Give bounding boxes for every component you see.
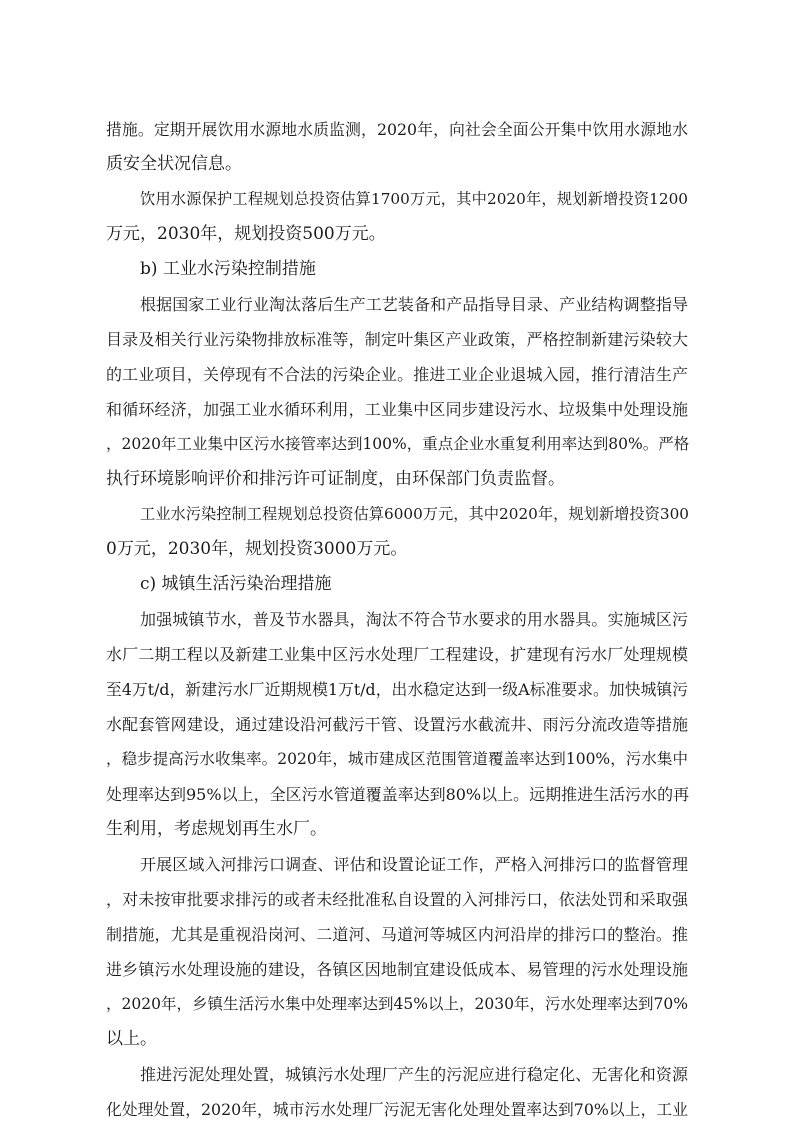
text-line: 化处理处置，2020年，城市污水处理厂污泥无害化处理处置率达到70%以上，工业: [106, 1100, 688, 1119]
section-heading: b) 工业水污染控制措施: [140, 259, 316, 279]
text-line: 根据国家工业行业淘汰落后生产工艺装备和产品指导目录、产业结构调整指导: [140, 295, 688, 314]
text-line: 饮用水源保护工程规划总投资估算1700万元，其中2020年，规划新增投资1200: [140, 190, 688, 208]
text-line: 至4万t/d，新建污水厂近期规模1万t/d，出水稳定达到一级A标准要求。加快城镇污: [106, 680, 688, 699]
text-line: ，对未按审批要求排污的或者未经批准私自设置的入河排污口，依法处罚和采取强: [106, 890, 688, 909]
text-line: 开展区域入河排污口调查、评估和设置论证工作，严格入河排污口的监督管理: [140, 855, 688, 874]
document-body: [106, 112, 688, 1127]
text-line: 执行环境影响评价和排污许可证制度，由环保部门负责监督。: [106, 469, 565, 489]
text-line: ，稳步提高污水收集率。2020年，城市建成区范围管道覆盖率达到100%，污水集中: [106, 750, 688, 768]
text-line: 工业水污染控制工程规划总投资估算6000万元，其中2020年，规划新增投资300: [140, 505, 689, 523]
text-line: 万元，2030年，规划投资500万元。: [106, 224, 386, 244]
text-line: 生利用，考虑规划再生水厂。: [106, 819, 327, 839]
text-line: ，2020年，乡镇生活污水集中处理率达到45%以上，2030年，污水处理率达到70%: [106, 995, 688, 1013]
text-line: 处理率达到95%以上，全区污水管道覆盖率达到80%以上。远期推进生活污水的再: [106, 785, 690, 804]
text-line: 水厂二期工程以及新建工业集中区污水处理厂工程建设，扩建现有污水厂处理规模: [106, 645, 688, 664]
text-line: 制措施，尤其是重视沿岗河、二道河、马道河等城区内河沿岸的排污口的整治。推: [106, 925, 688, 944]
text-line: 和循环经济，加强工业水循环利用，工业集中区同步建设污水、垃圾集中处理设施: [106, 400, 688, 419]
text-line: 目录及相关行业污染物排放标准等，制定叶集区产业政策，严格控制新建污染较大: [106, 330, 688, 349]
text-line: 措施。定期开展饮用水源地水质监测，2020年，向社会全面公开集中饮用水源地水: [106, 120, 688, 139]
text-line: ，2020年工业集中区污水接管率达到100%，重点企业水重复利用率达到80%。严格: [106, 435, 690, 453]
section-heading: c) 城镇生活污染治理措施: [140, 574, 332, 594]
text-line: 加强城镇节水，普及节水器具，淘汰不符合节水要求的用水器具。实施城区污: [140, 610, 688, 629]
text-line: 水配套管网建设，通过建设沿河截污干管、设置污水截流井、雨污分流改造等措施: [106, 715, 688, 734]
text-line: 的工业项目，关停现有不合法的污染企业。推进工业企业退城入园，推行清洁生产: [106, 365, 688, 384]
text-line: 推进污泥处理处置，城镇污水处理厂产生的污泥应进行稳定化、无害化和资源: [140, 1065, 688, 1084]
text-line: 以上。: [106, 1029, 157, 1049]
text-line: 进乡镇污水处理设施的建设，各镇区因地制宜建设低成本、易管理的污水处理设施: [106, 960, 688, 979]
text-line: 0万元，2030年，规划投资3000万元。: [106, 539, 408, 559]
text-line: 质安全状况信息。: [106, 154, 242, 174]
